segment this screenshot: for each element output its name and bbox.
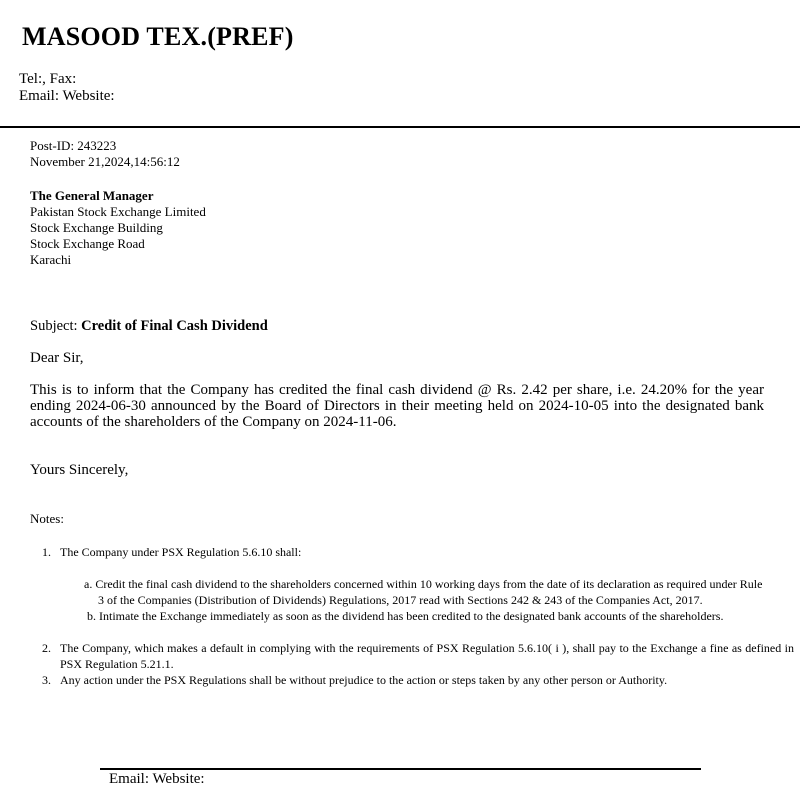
- footer-divider: [100, 768, 701, 770]
- post-datetime: November 21,2024,14:56:12: [30, 154, 180, 169]
- recipient-line: Stock Exchange Building: [30, 220, 163, 235]
- closing: Yours Sincerely,: [30, 462, 129, 478]
- note-text: The Company, which makes a default in complying with the requirements of PSX Regulation 5.6.10( i ), shall pay to the Exchange a fine as defined in PSX Regulation 5.21.1.: [60, 641, 794, 671]
- letter-body: This is to inform that the Company has credited the final cash dividend @ Rs. 2.42 per share, i.e. 24.20% for the year ending 2024-06-30 announced by the Board of Directors in their meeting held on 2024-10-05 into the designated bank accounts of the shareholders of the Company on 2024-11-06.: [30, 382, 764, 430]
- note-text: The Company under PSX Regulation 5.6.10 shall:: [60, 545, 302, 559]
- sub-note-text: b. Intimate the Exchange immediately as soon as the dividend has been credited to the designated bank accounts of the shareholders.: [87, 609, 724, 623]
- footer-contact: Email: Website:: [109, 771, 205, 787]
- recipient-title: The General Manager: [30, 188, 154, 203]
- sub-note-item: [87, 608, 777, 624]
- sub-note-item: [84, 576, 770, 608]
- note-number: 3.: [42, 673, 51, 687]
- note-number: 2.: [42, 641, 51, 655]
- subject-label: Subject:: [30, 318, 78, 334]
- header-divider: [0, 126, 800, 128]
- post-id: Post-ID: 243223: [30, 138, 117, 153]
- notes-title: Notes:: [30, 511, 64, 526]
- contact-tel-fax: Tel:, Fax:: [19, 71, 77, 87]
- recipient-line: Karachi: [30, 252, 72, 267]
- note-number: 1.: [42, 545, 51, 559]
- note-text: Any action under the PSX Regulations shall be without prejudice to the action or steps taken by any other person or Authority.: [60, 673, 668, 687]
- subject-text: Credit of Final Cash Dividend: [81, 318, 268, 334]
- company-name: MASOOD TEX.(PREF): [22, 22, 294, 51]
- subject-line: [30, 318, 268, 335]
- contact-email-website: Email: Website:: [19, 88, 115, 104]
- salutation: Dear Sir,: [30, 350, 84, 366]
- sub-note-text: a. Credit the final cash dividend to the shareholders concerned within 10 working days from the date of its declaration as required under Rule 3 of the Companies (Distribution of Dividends) Regulations, 2017 read with Sections 242 & 243 of the Companies Act, 2017.: [84, 577, 763, 607]
- recipient-line: Pakistan Stock Exchange Limited: [30, 204, 206, 219]
- recipient-line: Stock Exchange Road: [30, 236, 145, 251]
